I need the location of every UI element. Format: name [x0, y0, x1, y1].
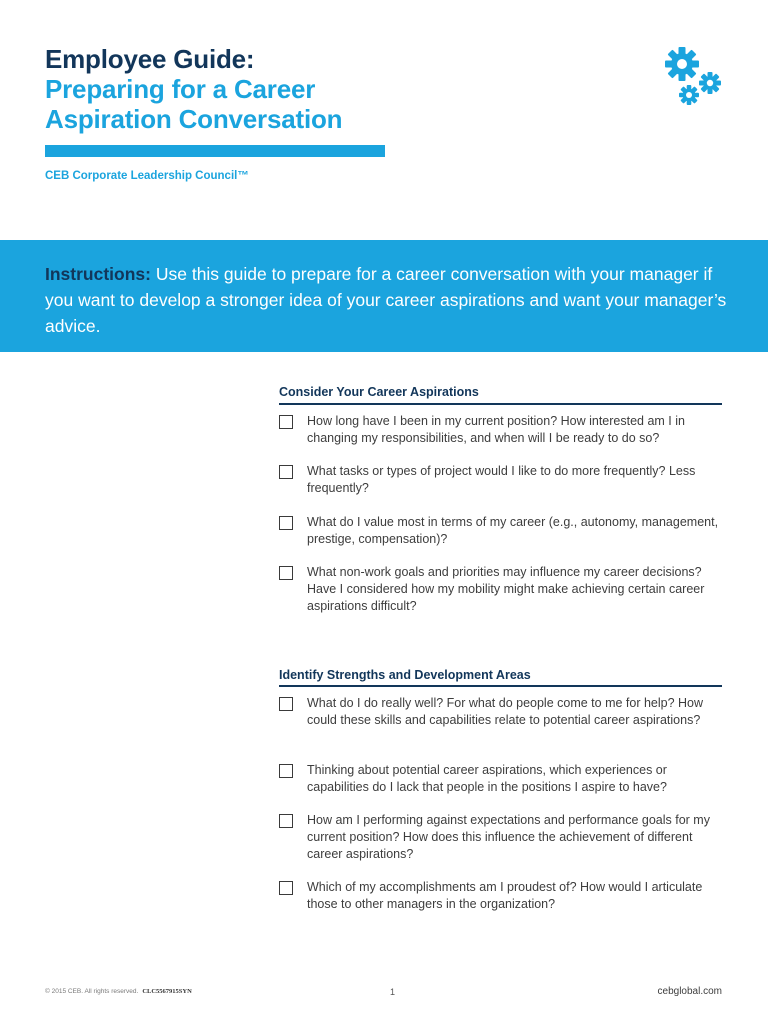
checklist-item-text: Thinking about potential career aspirations, which experiences or capabilities do I lack that people in the positions I aspire to have? [307, 763, 667, 794]
document-code: CLC5567915SYN [142, 988, 192, 995]
section-divider [279, 685, 722, 687]
gears-icon [660, 40, 724, 110]
checkbox[interactable] [279, 566, 293, 580]
organization-name: CEB Corporate Leadership Council™ [45, 170, 249, 182]
page-title [45, 44, 445, 134]
website-link[interactable]: cebglobal.com [657, 986, 722, 997]
checkbox[interactable] [279, 881, 293, 895]
title-line-2: Preparing for a Career [45, 74, 316, 104]
checklist-item-text: What tasks or types of project would I like to do more frequently? Less frequently? [307, 464, 696, 495]
instructions-body: Use this guide to prepare for a career conversation with your manager if you want to develop a stronger idea of your career aspirations and want your manager’s advice. [45, 264, 727, 336]
checkbox[interactable] [279, 516, 293, 530]
section-divider [279, 403, 722, 405]
checkbox[interactable] [279, 465, 293, 479]
checklist-item-text: Which of my accomplishments am I proudest of? How would I articulate those to other managers in the organization? [307, 880, 703, 911]
checkbox[interactable] [279, 814, 293, 828]
checklist-item-text: How am I performing against expectations and performance goals for my current position? How does this influence the achievement of different career aspirations? [307, 813, 710, 861]
instructions-text [45, 261, 745, 339]
title-underline [45, 145, 385, 157]
copyright-text: © 2015 CEB. All rights reserved. [45, 988, 139, 995]
instructions-lead: Instructions: [45, 264, 151, 284]
checklist-item-text: What do I value most in terms of my career (e.g., autonomy, management, prestige, compensation)? [307, 515, 719, 546]
checklist-item-text: What do I do really well? For what do people come to me for help? How could these skills and capabilities relate to potential career aspirations? [307, 696, 704, 727]
title-line-3: Aspiration Conversation [45, 104, 343, 134]
checkbox[interactable] [279, 764, 293, 778]
checklist-item-text: How long have I been in my current position? How interested am I in changing my responsibilities, and when will I be ready to do so? [307, 414, 685, 445]
section-title-aspirations: Consider Your Career Aspirations [279, 385, 479, 399]
checkbox[interactable] [279, 415, 293, 429]
footer-copyright [45, 988, 192, 995]
page-number: 1 [390, 987, 396, 997]
title-line-1: Employee Guide: [45, 44, 255, 74]
checkbox[interactable] [279, 697, 293, 711]
checklist-item-text: What non-work goals and priorities may influence my career decisions? Have I considered how my mobility might make achieving certain career aspirations difficult? [307, 565, 705, 613]
section-title-strengths: Identify Strengths and Development Areas [279, 668, 531, 682]
